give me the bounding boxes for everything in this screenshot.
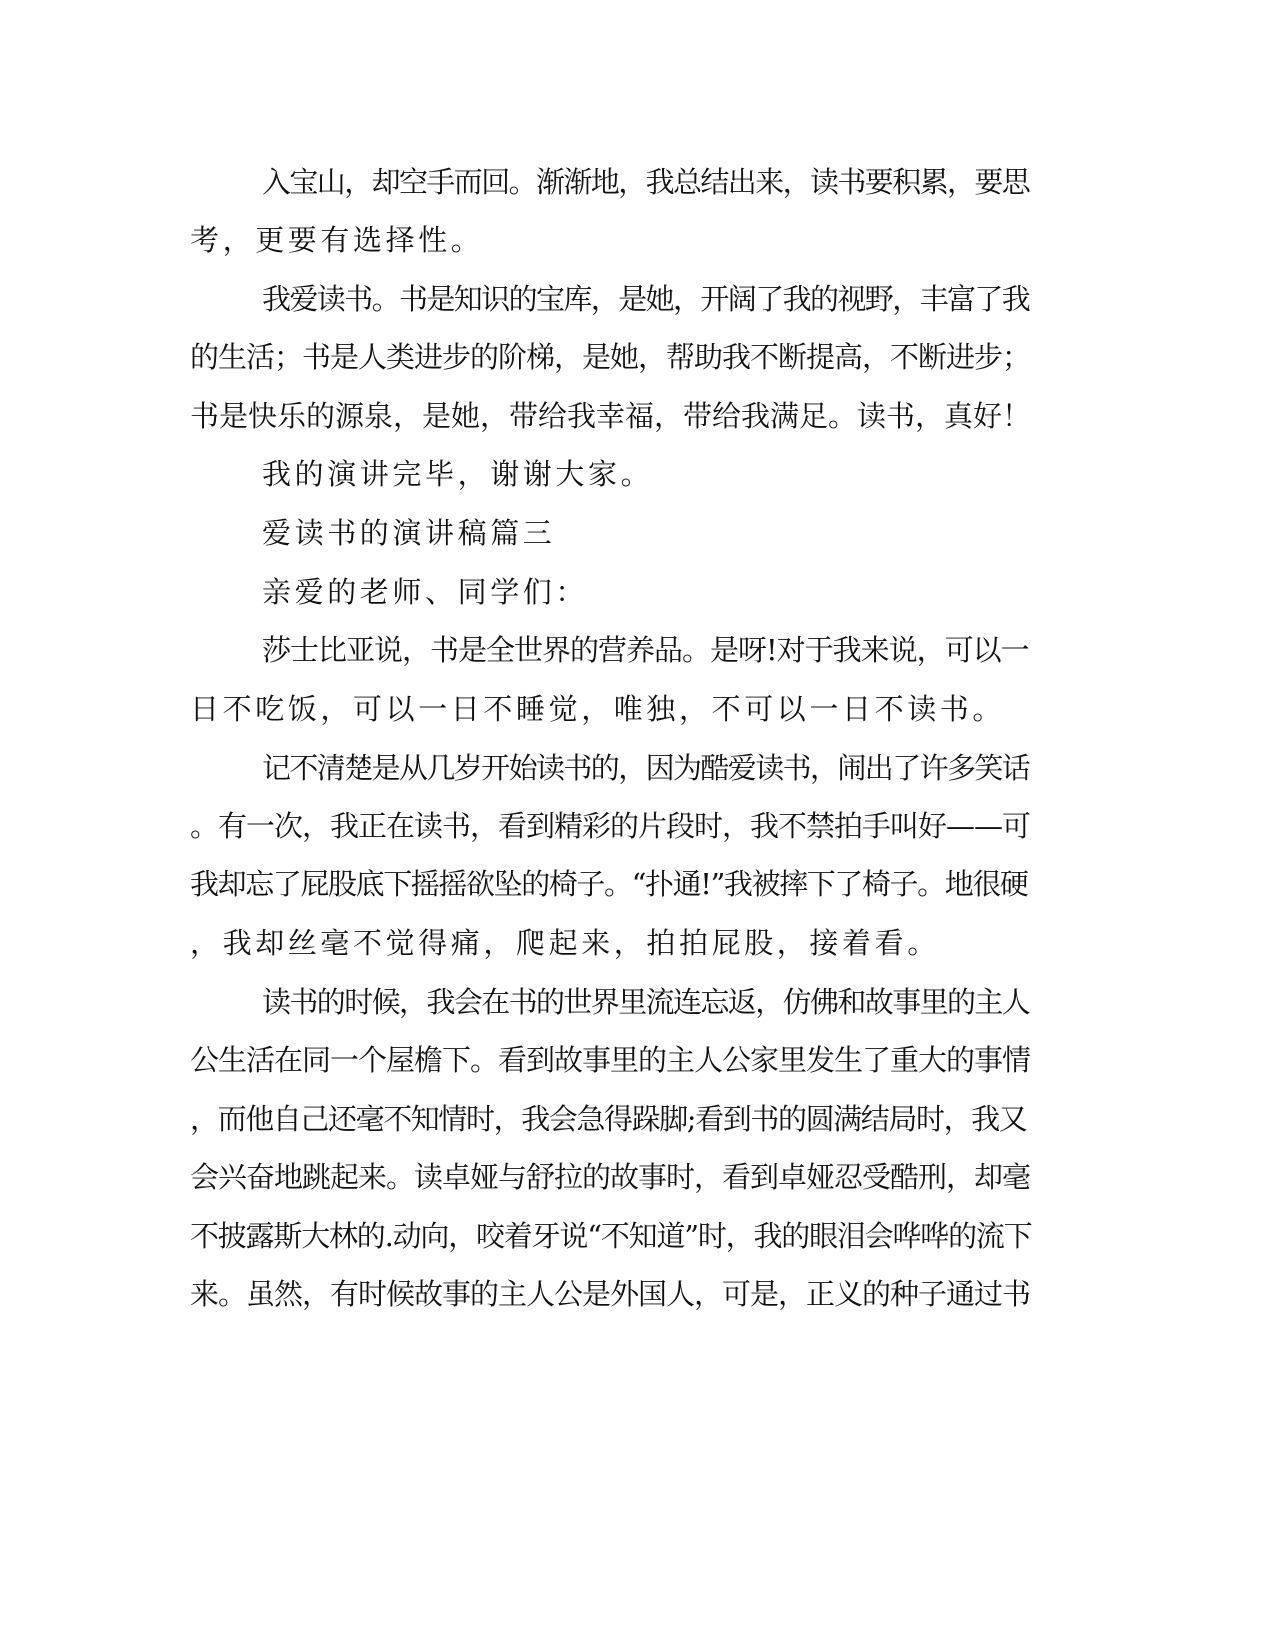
paragraph-line: 我爱读书。书是知识的宝库，是她，开阔了我的视野，丰富了我 bbox=[262, 282, 1030, 316]
paragraph-line: ，我却丝毫不觉得痛，爬起来，拍拍屁股，接着看。 bbox=[190, 926, 940, 960]
paragraph-line: 公生活在同一个屋檐下。看到故事里的主人公家里发生了重大的事情 bbox=[190, 1043, 1031, 1077]
section-title: 爱读书的演讲稿篇三 bbox=[262, 516, 556, 550]
paragraph-line: 记不清楚是从几岁开始读书的，因为酷爱读书，闹出了许多笑话 bbox=[262, 751, 1030, 785]
paragraph-line: 来。虽然，有时候故事的主人公是外国人，可是，正义的种子通过书 bbox=[190, 1277, 1031, 1311]
paragraph-line: 我却忘了屁股底下摇摇欲坠的椅子。“扑通!”我被摔下了椅子。地很硬 bbox=[190, 867, 1028, 901]
paragraph-line: 考，更要有选择性。 bbox=[190, 223, 484, 257]
paragraph-line: 读书的时候，我会在书的世界里流连忘返，仿佛和故事里的主人 bbox=[262, 985, 1030, 1019]
paragraph-line: 的生活；书是人类进步的阶梯，是她，帮助我不断提高，不断进步； bbox=[190, 340, 1031, 374]
paragraph-line: 会兴奋地跳起来。读卓娅与舒拉的故事时，看到卓娅忍受酷刑，却毫 bbox=[190, 1160, 1031, 1194]
paragraph-line: 入宝山，却空手而回。渐渐地，我总结出来，读书要积累，要思 bbox=[262, 165, 1030, 199]
paragraph-line: 莎士比亚说，书是全世界的营养品。是呀!对于我来说，可以一 bbox=[262, 633, 1029, 667]
paragraph-line: 书是快乐的源泉，是她，带给我幸福，带给我满足。读书，真好！ bbox=[190, 399, 1032, 433]
paragraph-line: 日不吃饭，可以一日不睡觉，唯独，不可以一日不读书。 bbox=[190, 692, 1006, 726]
paragraph-line: 不披露斯大林的.动向，咬着牙说“不知道”时，我的眼泪会哗哗的流下 bbox=[190, 1219, 1032, 1253]
paragraph-line: 我的演讲完毕，谢谢大家。 bbox=[262, 457, 654, 491]
salutation: 亲爱的老师、同学们： bbox=[262, 575, 589, 609]
paragraph-line: 。有一次，我正在读书，看到精彩的片段时，我不禁拍手叫好——可 bbox=[190, 809, 1031, 843]
paragraph-line: ，而他自己还毫不知情时，我会急得跺脚;看到书的圆满结局时，我又 bbox=[190, 1102, 1027, 1136]
